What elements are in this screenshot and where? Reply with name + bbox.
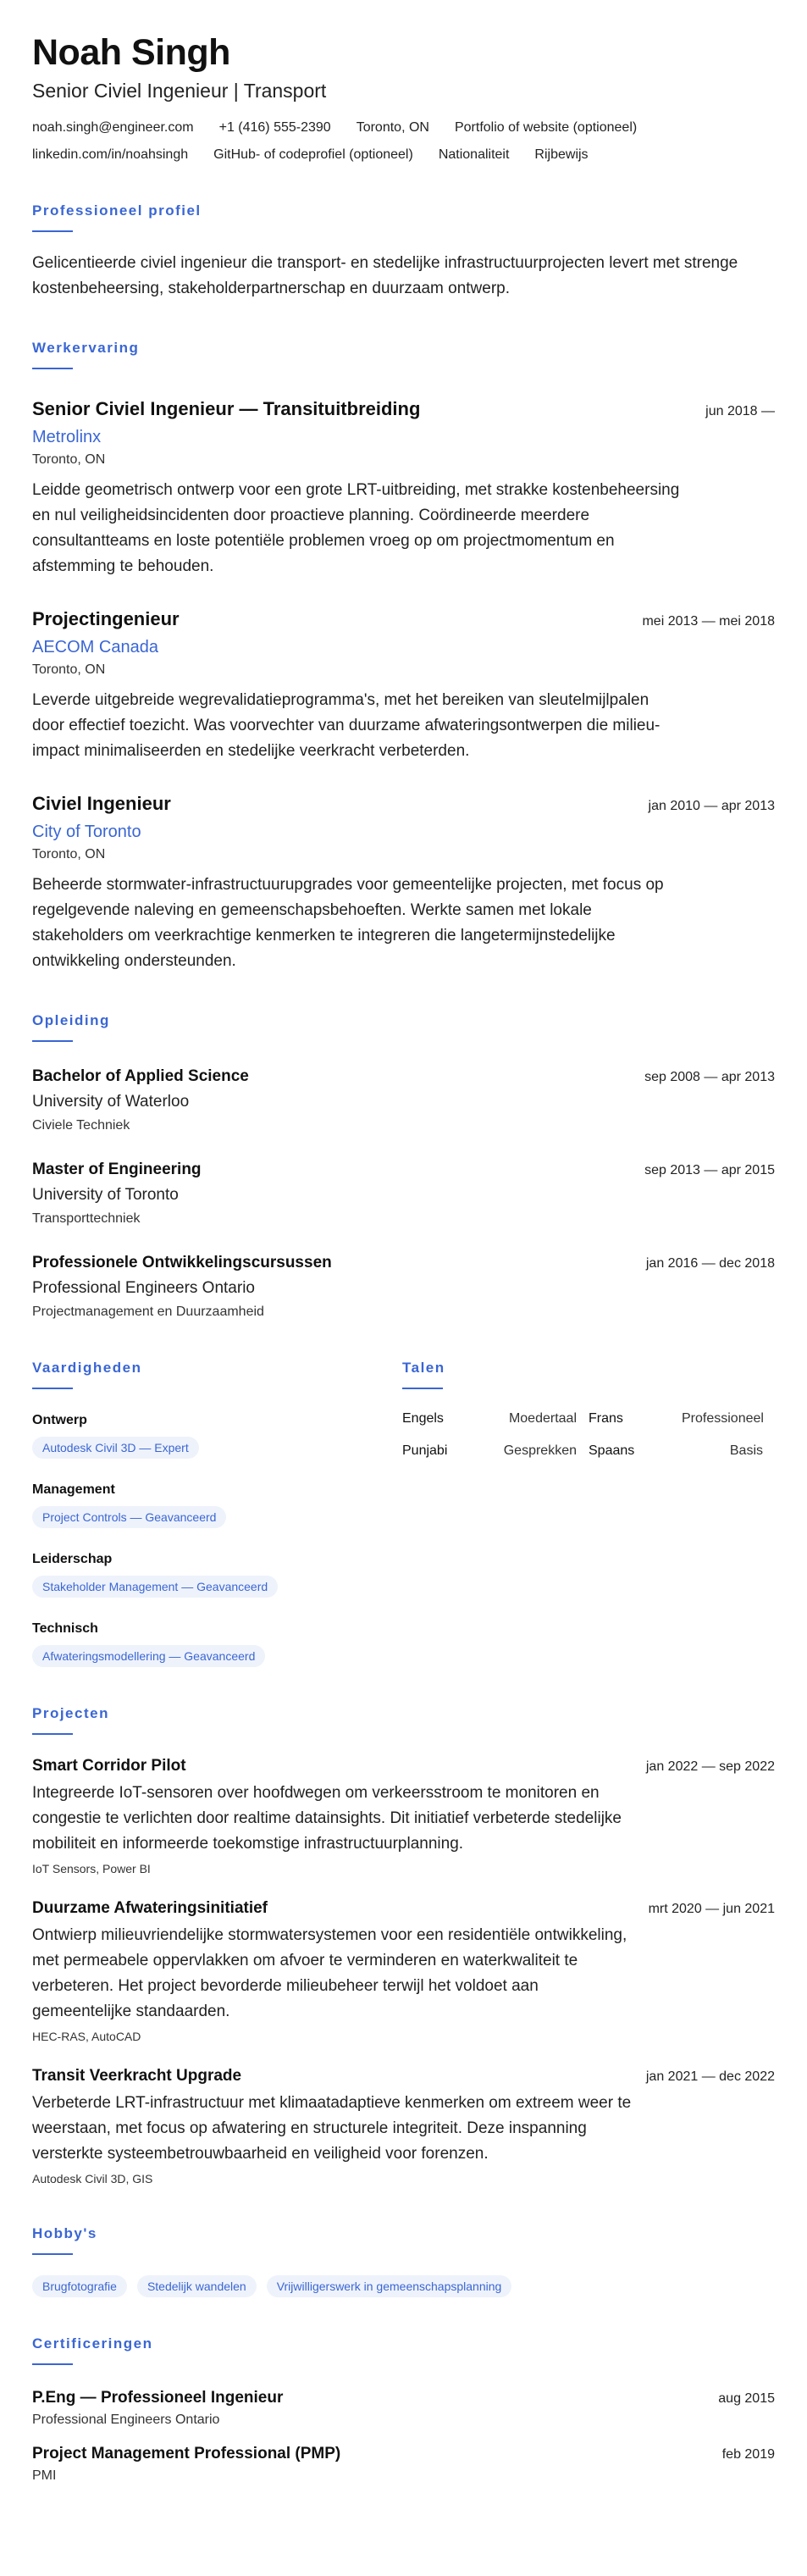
job-location: Toronto, ON <box>32 452 106 467</box>
section-divider <box>32 368 73 369</box>
skill-group <box>32 1620 402 1667</box>
education-date: sep 2008 — apr 2013 <box>644 1070 775 1084</box>
contact-location: Toronto, ON <box>356 120 429 135</box>
project-title: Duurzame Afwateringsinitiatief <box>32 1899 268 1917</box>
candidate-title: Senior Civiel Ingenieur | Transport <box>32 80 327 102</box>
resume-header <box>32 32 775 164</box>
job-title: Senior Civiel Ingenieur — Transituitbreiding <box>32 398 421 419</box>
skill-category: Ontwerp <box>32 1413 87 1427</box>
project-description: Verbeterde LRT-infrastructuur met klimaatadaptieve kenmerken om extreem weer te weerstaan, met focus op afwatering en structurele integriteit. Deze inspanning versterkte systeembetrouwbaarheid en veiligheid voor forenzen. <box>32 2094 632 2163</box>
contact-list <box>32 119 775 164</box>
section-divider <box>32 1040 73 1042</box>
job-company: City of Toronto <box>32 823 141 841</box>
section-heading: Hobby's <box>32 2225 97 2241</box>
job-entry <box>32 791 775 974</box>
hobbies-section <box>32 2224 775 2297</box>
section-heading: Professioneel profiel <box>32 202 202 219</box>
contact-portfolio[interactable]: Portfolio of website (optioneel) <box>454 120 638 135</box>
project-description: Ontwierp milieuvriendelijke stormwatersystemen voor een residentiële ontwikkeling, met permeabele oppervlakken om afvoer te verminderen en waterkwaliteit te verbeteren. Het project bevorderde milieubeheer terwijl het voldoet aan gemeentelijke standaarden. <box>32 1926 627 2020</box>
language-name: Punjabi <box>402 1443 448 1458</box>
section-heading: Vaardigheden <box>32 1360 142 1376</box>
hobby-chip: Stedelijk wandelen <box>137 2275 257 2297</box>
education-school: University of Waterloo <box>32 1093 190 1111</box>
education-field: Transporttechniek <box>32 1211 141 1226</box>
education-entry <box>32 1252 775 1321</box>
hobby-list <box>32 2275 775 2297</box>
job-title: Civiel Ingenieur <box>32 793 171 814</box>
job-description: Leidde geometrisch ontwerp voor een grote LRT-uitbreiding, met strakke kostenbeheersing en nul veiligheidsincidenten door proactieve planning. Coördineerde meerdere consultantteams en loste potentiële problemen vroeg op om projectmomentum en afstemming te behouden. <box>32 481 680 575</box>
contact-email[interactable]: noah.singh@engineer.com <box>32 120 194 135</box>
language-name: Engels <box>402 1411 444 1426</box>
language-name: Frans <box>589 1411 623 1426</box>
project-description: Integreerde IoT-sensoren over hoofdwegen om verkeersstroom te monitoren en congestie te verlichten door realtime datainsights. Dit initiatief verbeterde stedelijke mobiliteit en informeerde toekomstige infrastructuurplanning. <box>32 1784 622 1853</box>
language-level: Basis <box>729 1443 763 1458</box>
section-divider <box>32 1388 73 1389</box>
education-section <box>32 1011 775 1321</box>
project-tools: HEC-RAS, AutoCAD <box>32 2030 141 2043</box>
job-company: AECOM Canada <box>32 638 158 656</box>
skill-group <box>32 1550 402 1598</box>
project-entry <box>32 2065 775 2187</box>
certification-entry <box>32 2443 775 2485</box>
job-date: jan 2010 — apr 2013 <box>648 799 775 813</box>
education-date: sep 2013 — apr 2015 <box>644 1163 775 1177</box>
section-heading: Certificeringen <box>32 2335 153 2352</box>
education-degree: Bachelor of Applied Science <box>32 1067 249 1085</box>
projects-section <box>32 1704 775 2187</box>
project-tools: IoT Sensors, Power BI <box>32 1862 151 1875</box>
project-entry <box>32 1897 775 2045</box>
job-description: Leverde uitgebreide wegrevalidatieprogramma's, met het bereiken van sleutelmijlpalen door effectief toezicht. Was voorvechter van duurzame afwateringsontwerpen die milieu-impact minimaliseerden en stedelijke veerkracht verbeterden. <box>32 691 661 760</box>
job-entry <box>32 396 775 579</box>
project-title: Smart Corridor Pilot <box>32 1757 186 1775</box>
candidate-name: Noah Singh <box>32 32 230 73</box>
certification-entry <box>32 2387 775 2429</box>
project-tools: Autodesk Civil 3D, GIS <box>32 2172 153 2185</box>
certifications-section <box>32 2335 775 2485</box>
education-school: Professional Engineers Ontario <box>32 1279 255 1297</box>
education-date: jan 2016 — dec 2018 <box>645 1256 775 1271</box>
project-date: jan 2022 — sep 2022 <box>645 1759 775 1774</box>
certification-title: Project Management Professional (PMP) <box>32 2445 341 2462</box>
certification-issuer: Professional Engineers Ontario <box>32 2413 220 2427</box>
section-heading: Projecten <box>32 1705 109 1721</box>
skill-chip: Autodesk Civil 3D — Expert <box>32 1437 199 1459</box>
profile-summary: Gelicentieerde civiel ingenieur die transport- en stedelijke infrastructuurprojecten levert met strenge kostenbeheersing, stakeholderpartnerschap en duurzaam ontwerp. <box>32 254 738 297</box>
education-degree: Professionele Ontwikkelingscursussen <box>32 1254 332 1271</box>
education-school: University of Toronto <box>32 1186 179 1204</box>
section-divider <box>32 2363 73 2365</box>
skill-category: Technisch <box>32 1621 98 1636</box>
project-date: mrt 2020 — jun 2021 <box>648 1902 775 1916</box>
job-date: mei 2013 — mei 2018 <box>642 614 775 629</box>
job-entry <box>32 607 775 764</box>
section-divider <box>32 230 73 232</box>
language-level: Gesprekken <box>503 1443 577 1458</box>
job-title: Projectingenieur <box>32 608 180 629</box>
languages-section <box>402 1359 775 1667</box>
job-description: Beheerde stormwater-infrastructuurupgrades voor gemeentelijke projecten, met focus op regelgevende naleving en gemeenschapsbehoeften. Werkte samen met lokale stakeholders om veerkrachtige kenmerken te integreren die langetermijnstedelijke ontwikkeling ondersteunden. <box>32 876 664 970</box>
certification-issuer: PMI <box>32 2468 57 2483</box>
certification-title: P.Eng — Professioneel Ingenieur <box>32 2389 284 2407</box>
section-divider <box>32 1733 73 1735</box>
education-degree: Master of Engineering <box>32 1161 202 1178</box>
project-title: Transit Veerkracht Upgrade <box>32 2067 242 2085</box>
project-entry <box>32 1755 775 1877</box>
certification-date: aug 2015 <box>718 2391 775 2406</box>
section-divider <box>402 1388 443 1389</box>
skill-category: Leiderschap <box>32 1552 113 1566</box>
job-location: Toronto, ON <box>32 847 106 861</box>
contact-linkedin[interactable]: linkedin.com/in/noahsingh <box>32 147 189 162</box>
section-divider <box>32 2253 73 2255</box>
skill-category: Management <box>32 1482 115 1497</box>
education-entry <box>32 1066 775 1135</box>
certification-date: feb 2019 <box>721 2447 775 2462</box>
hobby-chip: Vrijwilligerswerk in gemeenschapsplanning <box>267 2275 512 2297</box>
skill-chip: Stakeholder Management — Geavanceerd <box>32 1576 278 1598</box>
skills-languages-row <box>32 1359 775 1667</box>
skills-section <box>32 1359 402 1667</box>
contact-drivers-license: Rijbewijs <box>534 147 589 162</box>
contact-github[interactable]: GitHub- of codeprofiel (optioneel) <box>213 147 413 162</box>
education-entry <box>32 1159 775 1228</box>
education-field: Projectmanagement en Duurzaamheid <box>32 1305 264 1319</box>
job-company: Metrolinx <box>32 428 102 446</box>
skill-chip: Afwateringsmodellering — Geavanceerd <box>32 1645 265 1667</box>
project-date: jan 2021 — dec 2022 <box>645 2069 775 2084</box>
education-field: Civiele Techniek <box>32 1118 130 1133</box>
experience-section <box>32 339 775 974</box>
skill-chip: Project Controls — Geavanceerd <box>32 1506 226 1528</box>
profile-section <box>32 202 775 302</box>
job-location: Toronto, ON <box>32 662 106 677</box>
section-heading: Opleiding <box>32 1012 110 1028</box>
section-heading: Werkervaring <box>32 340 140 356</box>
language-name: Spaans <box>589 1443 635 1458</box>
language-level: Professioneel <box>682 1411 764 1426</box>
skill-group <box>32 1411 402 1459</box>
skill-group <box>32 1481 402 1528</box>
hobby-chip: Brugfotografie <box>32 2275 127 2297</box>
job-date: jun 2018 — <box>705 404 775 418</box>
section-heading: Talen <box>402 1360 445 1376</box>
language-level: Moedertaal <box>508 1411 577 1426</box>
language-list <box>402 1410 775 1460</box>
contact-phone[interactable]: +1 (416) 555-2390 <box>218 120 331 135</box>
contact-nationality: Nationaliteit <box>438 147 510 162</box>
